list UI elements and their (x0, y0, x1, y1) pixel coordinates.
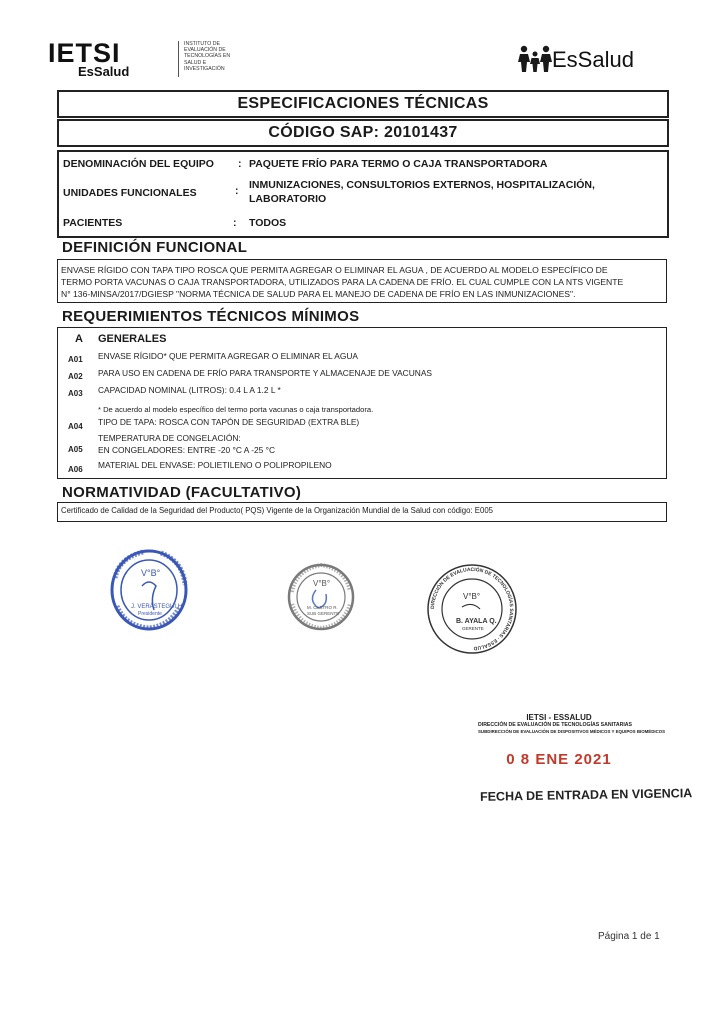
req-text: ENVASE RÍGIDO* QUE PERMITA AGREGAR O ELIMINAR EL AGUA (98, 351, 358, 361)
stamp-role: Presidente (138, 611, 162, 617)
stamp-name: J. VERÁSTEGUI H. (131, 604, 184, 610)
req-code: A01 (68, 355, 83, 364)
stamp-seal-icon (426, 563, 518, 655)
req-footnote: * De acuerdo al modelo específico del termo porta vacunas o caja transportadora. (98, 405, 374, 414)
requerimientos-box (57, 327, 667, 479)
definicion-line: ENVASE RÍGIDO CON TAPA TIPO ROSCA QUE PERMITA AGREGAR O ELIMINAR EL AGUA , DE ACUERDO AL MODELO ESPECÍFICO DE (61, 265, 608, 275)
sap-code: CÓDIGO SAP: 20101437 (57, 119, 669, 147)
stamp-vb: V°B° (141, 568, 161, 578)
vigencia-date: 0 8 ENE 2021 (506, 751, 612, 768)
unidades-value-2: LABORATORIO (249, 193, 327, 205)
approval-stamp-blue (109, 548, 189, 632)
stamp-role: SUB GERENTE (307, 611, 340, 616)
logo-divider (178, 41, 179, 77)
stamp-vb: V°B° (463, 592, 481, 601)
recv-direccion: DIRECCIÓN DE EVALUACIÓN DE TECNOLOGÍAS SANITARIAS (478, 722, 632, 728)
stamp-seal-icon (286, 562, 356, 632)
pacientes-value: TODOS (249, 217, 287, 229)
colon: : (238, 158, 242, 170)
req-code: A04 (68, 422, 83, 431)
definicion-line: N° 136-MINSA/2017/DGIESP "NORMA TÉCNICA DE SALUD PARA EL MANEJO DE CADENA DE FRÍO EN LAS INMUNIZACIONES". (61, 289, 576, 299)
req-code: A02 (68, 372, 83, 381)
requerimientos-heading: REQUERIMIENTOS TÉCNICOS MÍNIMOS (62, 308, 360, 325)
stamp-vb: V°B° (313, 579, 331, 588)
req-text: PARA USO EN CADENA DE FRÍO PARA TRANSPORTE Y ALMACENAJE DE VACUNAS (98, 368, 432, 378)
vigencia-stamp (476, 713, 693, 811)
normatividad-text: Certificado de Calidad de la Seguridad del Producto( PQS) Vigente de la Organización Mundial de la Salud con código: E005 (61, 506, 493, 515)
recv-org: IETSI - ESSALUD (526, 713, 592, 722)
definicion-heading: DEFINICIÓN FUNCIONAL (62, 239, 248, 256)
req-code: A05 (68, 445, 83, 454)
ietsi-subtitle: EsSalud (78, 64, 130, 79)
req-code: A06 (68, 465, 83, 474)
unidades-value-1: INMUNIZACIONES, CONSULTORIOS EXTERNOS, HOSPITALIZACIÓN, (249, 179, 595, 191)
unidades-label: UNIDADES FUNCIONALES (63, 187, 197, 199)
approval-stamp-grey (286, 562, 356, 632)
denominacion-value: PAQUETE FRÍO PARA TERMO O CAJA TRANSPORTADORA (249, 158, 548, 170)
document-title: ESPECIFICACIONES TÉCNICAS (57, 90, 669, 118)
colon: : (235, 185, 239, 197)
family-icon (518, 44, 552, 74)
stamp-seal-icon (109, 548, 189, 632)
essalud-logo (518, 44, 648, 78)
temp-title: TEMPERATURA DE CONGELACIÓN: (98, 433, 241, 443)
stamp-name: M. CASTRO R. (307, 605, 338, 610)
equipment-info-box (57, 150, 669, 238)
req-text: TIPO DE TAPA: ROSCA CON TAPÓN DE SEGURIDAD (EXTRA BLE) (98, 417, 360, 427)
definicion-line: TERMO PORTA VACUNAS O CAJA TRANSPORTADORA, UTILIZADOS PARA LA CADENA DE FRÍO. EL CUAL CUMPLE CON LA NTS VIGENTE (61, 277, 624, 287)
req-text: CAPACIDAD NOMINAL (LITROS): 0.4 L A 1.2 L * (98, 385, 281, 395)
approval-stamp-black (426, 563, 518, 655)
colon: : (233, 217, 237, 229)
vigencia-label: FECHA DE ENTRADA EN VIGENCIA (479, 786, 693, 804)
stamp-name: B. AYALA Q. (456, 618, 497, 625)
stamp-role: GERENTE (462, 626, 484, 631)
ietsi-description: INSTITUTO DE EVALUACIÓN DE TECNOLOGÍAS EN SALUD E INVESTIGACIÓN (184, 41, 231, 72)
group-title: GENERALES (98, 333, 167, 345)
essalud-wordmark: EsSalud (552, 47, 634, 72)
ietsi-logo (48, 38, 231, 82)
denominacion-label: DENOMINACIÓN DEL EQUIPO (63, 158, 214, 170)
definicion-box (57, 259, 667, 303)
ietsi-wordmark: IETSI (48, 38, 121, 68)
pacientes-label: PACIENTES (63, 217, 123, 229)
stamp-ring-text: DIRECCIÓN DE EVALUACIÓN DE TECNOLOGÍAS SANITARIAS · ESSALUD (429, 566, 515, 652)
req-text: MATERIAL DEL ENVASE: POLIETILENO O POLIPROPILENO (98, 460, 332, 470)
normatividad-box (57, 502, 667, 522)
page-number: Página 1 de 1 (598, 931, 660, 942)
req-code: A03 (68, 389, 83, 398)
req-text: EN CONGELADORES: ENTRE -20 °C A -25 °C (98, 445, 276, 455)
group-letter: A (75, 333, 83, 345)
definicion-text (61, 264, 663, 300)
recv-subdireccion: SUBDIRECCIÓN DE EVALUACIÓN DE DISPOSITIVOS MÉDICOS Y EQUIPOS BIOMÉDICOS (478, 729, 666, 734)
normatividad-heading: NORMATIVIDAD (FACULTATIVO) (62, 484, 302, 501)
